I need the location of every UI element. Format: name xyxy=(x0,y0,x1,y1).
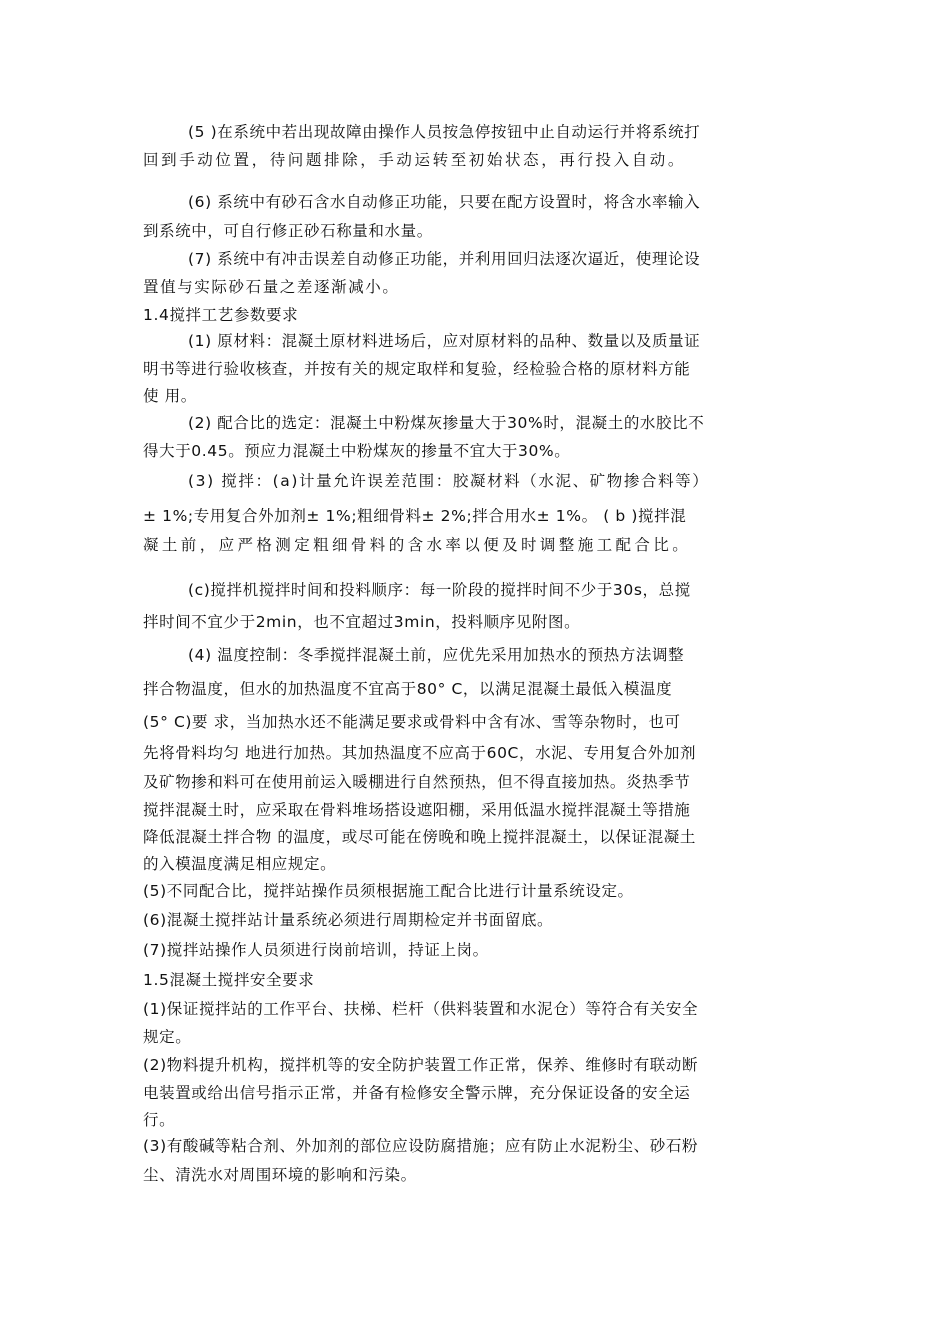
text-line: 明书等进行验收核查，并按有关的规定取样和复验，经检验合格的原材料方能 xyxy=(143,360,691,378)
text-line: (1)保证搅拌站的工作平台、扶梯、栏杆（供料装置和水泥仓）等符合有关安全 xyxy=(143,1000,699,1018)
text-line: 得大于0.45。预应力混凝土中粉煤灰的掺量不宜大于30%。 xyxy=(143,442,571,460)
text-line: 回到手动位置，待问题排除，手动运转至初始状态，再行投入自动。 xyxy=(143,151,687,169)
text-line: (6)混凝土搅拌站计量系统必须进行周期检定并书面留底。 xyxy=(143,911,554,929)
text-line: 凝土前，应严格测定粗细骨料的含水率以便及时调整施工配合比。 xyxy=(143,536,692,554)
text-line: 使 用。 xyxy=(143,387,197,405)
text-line: (3) 搅拌：(a)计量允许误差范围：胶凝材料（水泥、矿物掺合料等） xyxy=(188,472,710,490)
text-line: (1) 原材料：混凝土原材料进场后，应对原材料的品种、数量以及质量证 xyxy=(188,332,701,350)
text-line: (5 )在系统中若出现故障由操作人员按急停按钮中止自动运行并将系统打 xyxy=(188,123,701,141)
text-line: 行。 xyxy=(143,1111,176,1129)
text-line: 规定。 xyxy=(143,1028,192,1046)
text-line: 置值与实际砂石量之差逐渐减小。 xyxy=(143,278,400,296)
text-line: 降低混凝土拌合物 的温度，或尽可能在傍晚和晚上搅拌混凝土，以保证混凝土 xyxy=(143,828,696,846)
text-line: (6) 系统中有砂石含水自动修正功能，只要在配方设置时，将含水率输入 xyxy=(188,193,701,211)
text-line: 拌合物温度，但水的加热温度不宜高于80° C，以满足混凝土最低入模温度 xyxy=(143,680,673,698)
text-line: (2) 配合比的选定：混凝土中粉煤灰掺量大于30%时，混凝土的水胶比不 xyxy=(188,414,705,432)
text-line: (5° C)要 求，当加热水还不能满足要求或骨料中含有冰、雪等杂物时，也可 xyxy=(143,713,681,731)
text-line: 到系统中，可自行修正砂石称量和水量。 xyxy=(143,222,433,240)
text-line: (4) 温度控制：冬季搅拌混凝土前，应优先采用加热水的预热方法调整 xyxy=(188,646,685,664)
text-line: ± 1%;专用复合外加剂± 1%;粗细骨料± 2%;拌合用水± 1%。 ( b )搅拌混 xyxy=(143,507,687,525)
text-line: (7) 系统中有冲击误差自动修正功能，并利用回归法逐次逼近，使理论设 xyxy=(188,250,701,268)
text-line: (7)搅拌站操作人员须进行岗前培训，持证上岗。 xyxy=(143,941,489,959)
text-line: 电装置或给出信号指示正常，并备有检修安全警示牌，充分保证设备的安全运 xyxy=(143,1084,691,1102)
text-line: 先将骨料均匀 地进行加热。其加热温度不应高于60C，水泥、专用复合外加剂 xyxy=(143,744,697,762)
text-line: 尘、清洗水对周围环境的影响和污染。 xyxy=(143,1166,417,1184)
text-line: 及矿物掺和料可在使用前运入暖棚进行自然预热，但不得直接加热。炎热季节 xyxy=(143,773,691,791)
section-heading: 1.4搅拌工艺参数要求 xyxy=(143,306,299,324)
text-line: (5)不同配合比，搅拌站操作员须根据施工配合比进行计量系统设定。 xyxy=(143,882,634,900)
section-heading: 1.5混凝土搅拌安全要求 xyxy=(143,971,315,989)
text-line: (c)搅拌机搅拌时间和投料顺序：每一阶段的搅拌时间不少于30s，总搅 xyxy=(188,581,691,599)
text-line: (2)物料提升机构，搅拌机等的安全防护装置工作正常，保养、维修时有联动断 xyxy=(143,1056,699,1074)
text-line: 拌时间不宜少于2min，也不宜超过3min，投料顺序见附图。 xyxy=(143,613,581,631)
text-line: (3)有酸碱等粘合剂、外加剂的部位应设防腐措施；应有防止水泥粉尘、砂石粉 xyxy=(143,1137,699,1155)
text-line: 搅拌混凝土时，应采取在骨料堆场搭设遮阳棚，采用低温水搅拌混凝土等措施 xyxy=(143,801,691,819)
text-line: 的入模温度满足相应规定。 xyxy=(143,855,337,873)
